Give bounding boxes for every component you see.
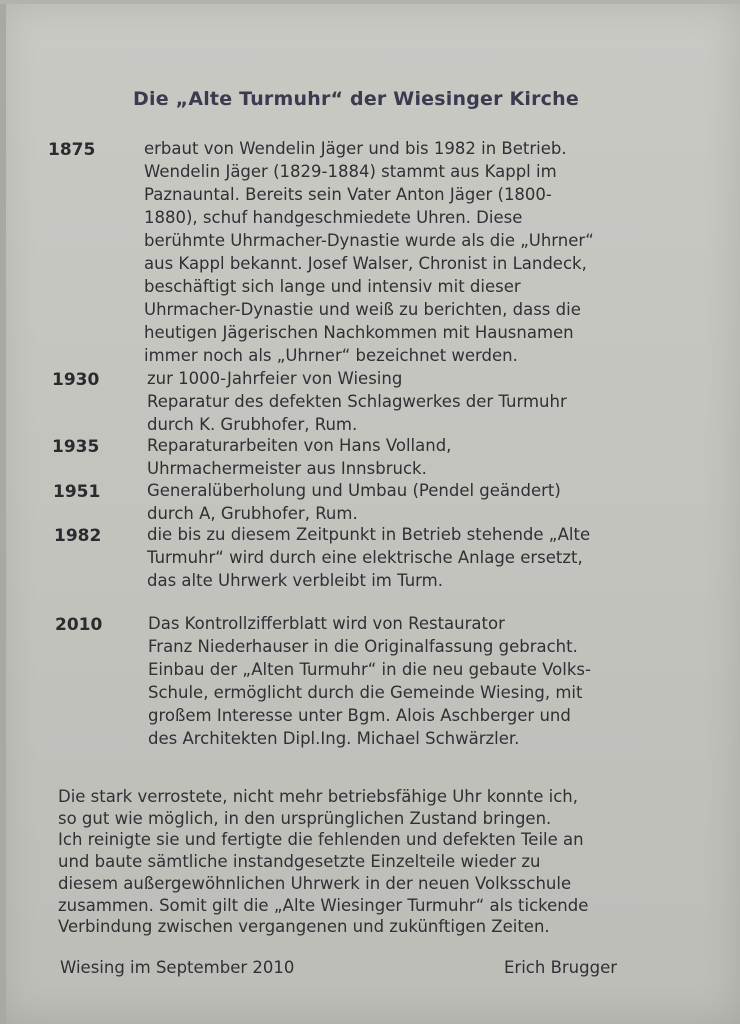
entry-text: die bis zu diesem Zeitpunkt in Betrieb stehende „Alte Turmuhr“ wird durch eine elektrische Anlage ersetzt, das alte Uhrwerk verbleibt im Turm. [147, 525, 591, 590]
entry-text: zur 1000-Jahrfeier von Wiesing Reparatur des defekten Schlagwerkes der Turmuhr durch K. Grubhofer, Rum. [147, 369, 567, 434]
plaque-edge-left [0, 0, 6, 1024]
entry-year: 1982 [54, 526, 102, 546]
plaque-edge-top [0, 0, 740, 4]
plaque-title: Die „Alte Turmuhr“ der Wiesinger Kirche [133, 88, 579, 110]
entry-text: erbaut von Wendelin Jäger und bis 1982 in Betrieb. Wendelin Jäger (1829-1884) stammt aus Kappl im Paznauntal. Bereits sein Vater Anton Jäger (1800- 1880), schuf handgeschmiedete Uhren. Diese berühmte Uhrmacher-Dynastie wurde als die „Uhrner“ aus Kappl bekannt. Josef Walser, Chronist in Landeck, beschäftigt sich lange und intensiv mit dieser Uhrmacher-Dynastie und weiß zu berichten, dass die heutigen Jägerischen Nachkommen mit Hausnamen immer noch als „Uhrner“ bezeichnet werden. [144, 139, 594, 365]
entry-year: 1935 [52, 437, 100, 457]
closing-paragraph: Die stark verrostete, nicht mehr betriebsfähige Uhr konnte ich, so gut wie möglich, in den ursprünglichen Zustand bringen. Ich reinigte sie und fertigte die fehlenden und defekten Teile an und baute sämtliche instandgesetzte Einzelteile wieder zu diesem außergewöhnlichen Uhrwerk in der neuen Volksschule zusammen. Somit gilt die „Alte Wiesinger Turmuhr“ als tickende Verbindung zwischen vergangenen und zukünftigen Zeiten. [58, 787, 589, 937]
entry-text: Generalüberholung und Umbau (Pendel geändert) durch A, Grubhofer, Rum. [147, 481, 561, 523]
entry-year: 1930 [52, 370, 100, 390]
entry-text: Das Kontrollzifferblatt wird von Restaurator Franz Niederhauser in die Originalfassung gebracht. Einbau der „Alten Turmuhr“ in die neu gebaute Volks- Schule, ermöglicht durch die Gemeinde Wiesing, mit großem Interesse unter Bgm. Alois Aschberger und des Architekten Dipl.Ing. Michael Schwärzler. [148, 614, 591, 748]
footer-place-date: Wiesing im September 2010 [60, 958, 295, 977]
footer-signature: Erich Brugger [504, 958, 618, 977]
entry-year: 1951 [53, 482, 101, 502]
entry-year: 1875 [48, 140, 96, 160]
entry-year: 2010 [55, 615, 103, 635]
entry-text: Reparaturarbeiten von Hans Volland, Uhrmachermeister aus Innsbruck. [147, 436, 452, 478]
